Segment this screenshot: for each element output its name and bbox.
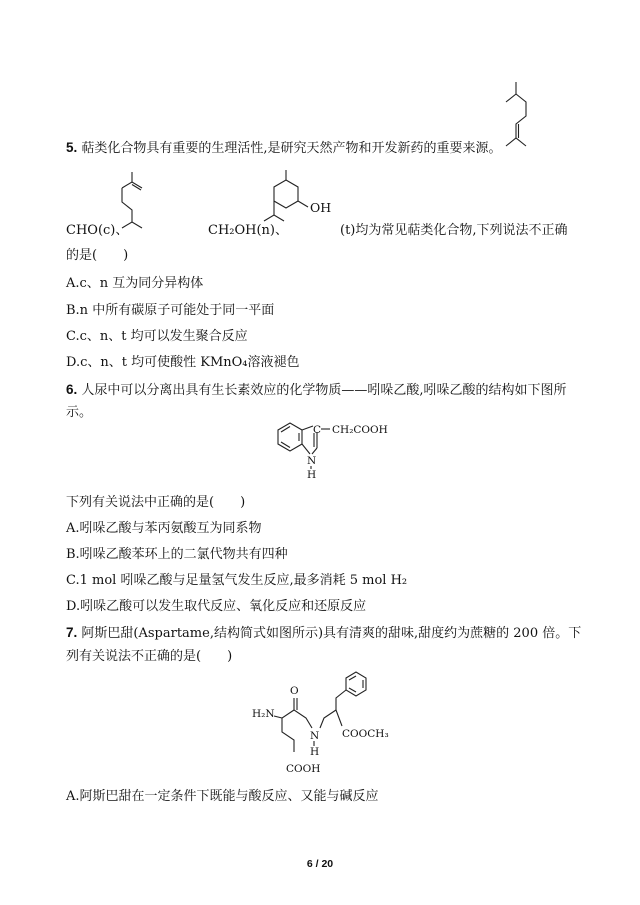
indole-acetic-acid-structure: [258, 418, 408, 488]
q5-label-n: CH₂OH(n)、: [208, 223, 289, 238]
fig6-c-label: C: [313, 424, 322, 436]
q5-number: 5.: [66, 140, 78, 155]
fig7-o-label: O: [290, 685, 299, 697]
fig7-n-label: N: [310, 730, 320, 742]
q5-option-c: C.c、n、t 均可以发生聚合反应: [66, 329, 248, 344]
q5-stem-tail2: 的是( ): [66, 248, 129, 263]
q5-stem-tail: (t)均为常见萜类化合物,下列说法不正确: [340, 223, 568, 238]
q7-stem-line2: 列有关说法不正确的是( ): [66, 649, 233, 664]
page-number: 6 / 20: [306, 858, 334, 870]
fig6-side-chain-label: CH₂COOH: [332, 424, 388, 436]
q5-oh-label: OH: [310, 200, 332, 215]
q6-number: 6.: [66, 382, 78, 397]
q6-option-d: D.吲哚乙酸可以发生取代反应、氧化反应和还原反应: [66, 599, 367, 614]
q5-option-b: B.n 中所有碳原子可能处于同一平面: [66, 303, 275, 318]
compound-t-structure: [498, 80, 548, 160]
fig7-ester-label: COOCH₃: [342, 728, 389, 740]
q7-number: 7.: [66, 625, 78, 640]
fig6-h-label: H: [307, 469, 317, 481]
q6-stem-text: 人尿中可以分离出具有生长素效应的化学物质——吲哚乙酸,吲哚乙酸的结构如下图所: [81, 383, 567, 398]
q6-option-a: A.吲哚乙酸与苯丙氨酸互为同系物: [66, 521, 262, 536]
q5-option-d: D.c、n、t 均可使酸性 KMnO₄溶液褪色: [66, 355, 300, 370]
q6-ask: 下列有关说法中正确的是( ): [66, 495, 246, 510]
q6-option-b: B.吲哚乙酸苯环上的二氯代物共有四种: [66, 547, 288, 562]
q5-option-a: A.c、n 互为同分异构体: [66, 276, 204, 291]
q6-option-c: C.1 mol 吲哚乙酸与足量氢气发生反应,最多消耗 5 mol H₂: [66, 573, 408, 588]
q7-stem-text: 阿斯巴甜(Aspartame,结构简式如图所示)具有清爽的甜味,甜度约为蔗糖的 200 倍。下: [81, 626, 582, 641]
fig7-h-label: H: [310, 746, 320, 758]
q5-stem-text: 萜类化合物具有重要的生理活性,是研究天然产物和开发新药的重要来源。: [81, 141, 502, 156]
fig6-n-label: N: [307, 455, 317, 467]
q5-label-c: CHO(c)、: [66, 223, 129, 238]
q6-stem-line1: [66, 381, 567, 400]
q7-stem-line1: [66, 624, 581, 643]
q7-option-a: A.阿斯巴甜在一定条件下既能与酸反应、又能与碱反应: [66, 789, 379, 804]
q6-stem-line2: 示。: [66, 405, 93, 420]
fig7-h2n-label: H₂N: [252, 708, 275, 720]
fig7-cooh-label: COOH: [286, 763, 321, 775]
aspartame-structure: [250, 668, 420, 780]
q5-stem: [66, 139, 502, 158]
